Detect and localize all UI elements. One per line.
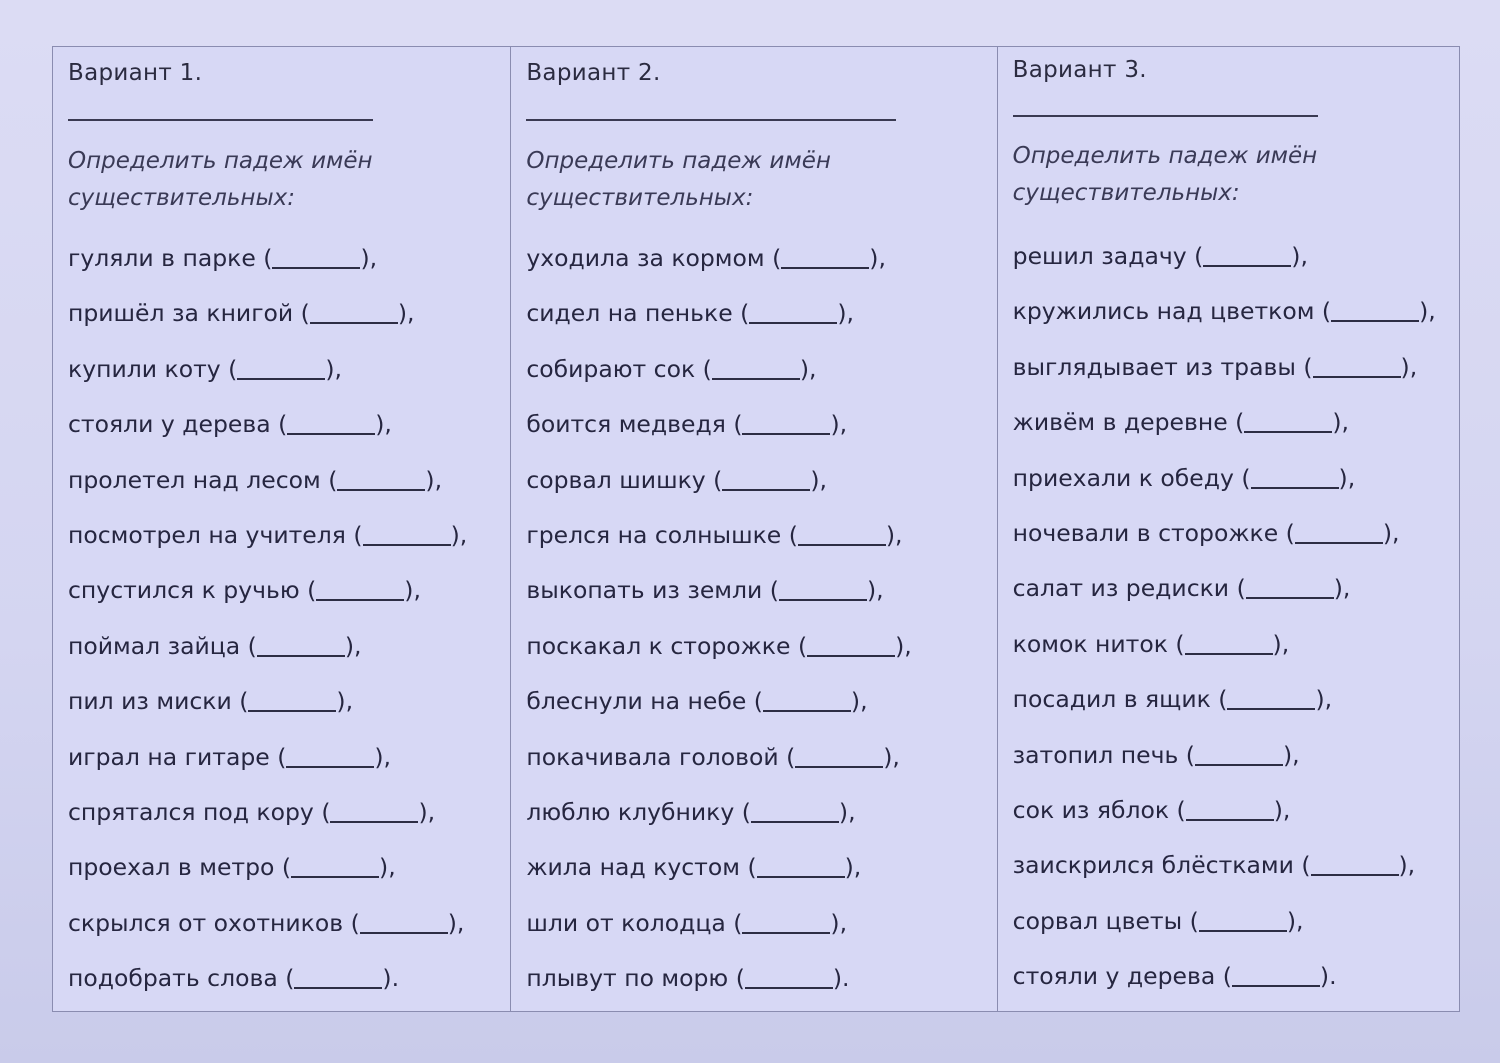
answer-blank[interactable]	[272, 245, 360, 269]
close-paren: ),	[1419, 297, 1436, 326]
task-line-1: Определить падеж имён	[1012, 143, 1318, 169]
answer-blank[interactable]	[722, 467, 810, 491]
exercise-phrase: ночевали в сторожке	[1012, 518, 1279, 547]
exercise-item	[68, 959, 467, 1014]
exercise-phrase: решил задачу	[1012, 242, 1187, 270]
open-paren: (	[1182, 906, 1199, 935]
exercise-item	[1013, 957, 1436, 1012]
open-paren: (	[1167, 629, 1185, 658]
exercise-phrase: купили коту	[68, 354, 221, 383]
task-line-1: Определить падеж имён	[68, 148, 373, 174]
exercise-phrase: посмотрел на учителя	[68, 520, 346, 549]
variant-1-column	[53, 47, 510, 1011]
answer-blank[interactable]	[257, 633, 345, 657]
open-paren: (	[343, 908, 360, 937]
exercise-item	[68, 516, 467, 571]
exercise-list	[68, 239, 467, 1014]
close-paren: ),	[375, 410, 392, 439]
exercise-phrase: поскакал к сторожке	[526, 631, 791, 660]
open-paren: (	[790, 631, 808, 660]
exercise-phrase: проехал в метро	[68, 853, 275, 882]
open-paren: (	[1227, 408, 1245, 437]
open-paren: (	[778, 742, 796, 771]
answer-blank[interactable]	[1186, 797, 1274, 821]
open-paren: (	[299, 576, 317, 605]
open-paren: (	[725, 410, 743, 439]
close-paren: ),	[850, 687, 868, 716]
open-paren: (	[762, 576, 779, 605]
exercise-phrase: жила над кустом	[526, 853, 740, 882]
exercise-phrase: грелся на солнышке	[526, 520, 782, 549]
close-paren: ),	[418, 797, 436, 826]
answer-blank[interactable]	[795, 744, 883, 768]
exercise-phrase: стояли у дерева	[1012, 962, 1216, 991]
exercise-item	[526, 571, 911, 626]
answer-blank[interactable]	[757, 854, 845, 878]
exercise-phrase: спрятался под кору	[68, 797, 314, 826]
exercise-item	[1013, 625, 1436, 680]
open-paren: (	[705, 465, 723, 494]
exercise-phrase: заискрился блёстками	[1012, 851, 1294, 880]
exercise-item	[68, 350, 467, 405]
exercise-item	[68, 848, 467, 903]
exercise-phrase: приехали к обеду	[1012, 463, 1234, 492]
close-paren: ).	[382, 964, 400, 993]
exercise-phrase: плывут по морю	[526, 964, 729, 993]
exercise-item	[68, 793, 467, 848]
answer-blank[interactable]	[1232, 963, 1320, 987]
answer-blank[interactable]	[310, 300, 398, 324]
exercise-phrase: пил из миски	[68, 687, 232, 716]
exercise-item	[1013, 292, 1436, 347]
close-paren: ),	[1382, 518, 1400, 547]
exercise-item	[526, 516, 911, 571]
close-paren: ),	[1332, 408, 1349, 437]
close-paren: ),	[1333, 574, 1351, 603]
open-paren: (	[313, 797, 331, 826]
answer-blank[interactable]	[294, 965, 382, 989]
close-paren: ).	[1319, 962, 1337, 991]
open-paren: (	[728, 964, 745, 993]
answer-blank[interactable]	[291, 854, 379, 878]
close-paren: ),	[844, 853, 862, 882]
exercise-item	[68, 682, 467, 737]
open-paren: (	[1233, 463, 1251, 492]
open-paren: (	[1278, 518, 1295, 547]
close-paren: ),	[1282, 740, 1300, 769]
open-paren: (	[240, 631, 257, 660]
exercise-phrase: салат из редиски	[1012, 574, 1230, 603]
open-paren: (	[764, 244, 782, 272]
close-paren: ),	[866, 576, 884, 605]
exercise-item	[1013, 348, 1436, 403]
answer-blank[interactable]	[316, 577, 404, 601]
variant-title: Вариант 1.	[68, 60, 203, 86]
open-paren: (	[1229, 574, 1246, 603]
exercise-phrase: подобрать слова	[68, 964, 278, 993]
answer-blank[interactable]	[360, 910, 448, 934]
open-paren: (	[1314, 297, 1332, 326]
student-name-line	[1013, 115, 1318, 117]
exercise-item	[1013, 514, 1436, 569]
answer-blank[interactable]	[798, 522, 886, 546]
student-name-line	[526, 119, 896, 121]
close-paren: ),	[1273, 795, 1291, 824]
open-paren: (	[277, 964, 295, 993]
close-paren: ),	[1400, 352, 1418, 381]
exercise-item	[526, 239, 911, 294]
task-instruction	[1013, 138, 1318, 212]
exercise-item	[68, 461, 467, 516]
close-paren: ),	[1286, 906, 1304, 935]
task-line-2: существительных:	[1012, 180, 1240, 206]
exercise-item	[526, 461, 911, 516]
answer-blank[interactable]	[248, 688, 336, 712]
exercise-item	[526, 738, 911, 793]
open-paren: (	[781, 520, 798, 549]
close-paren: ),	[374, 742, 392, 771]
worksheet-table	[52, 46, 1460, 1012]
open-paren: (	[732, 299, 750, 328]
close-paren: ),	[325, 354, 342, 383]
close-paren: ),	[379, 853, 396, 882]
answer-blank[interactable]	[1313, 354, 1401, 378]
answer-blank[interactable]	[363, 522, 451, 546]
exercise-phrase: посадил в ящик	[1012, 685, 1211, 714]
answer-blank[interactable]	[286, 744, 374, 768]
exercise-phrase: собирают сок	[526, 354, 696, 383]
open-paren: (	[255, 244, 273, 272]
exercise-phrase: спустился к ручью	[68, 576, 300, 605]
exercise-item	[526, 682, 911, 737]
answer-blank[interactable]	[745, 965, 833, 989]
open-paren: (	[725, 908, 743, 937]
exercise-phrase: сок из яблок	[1012, 795, 1170, 824]
exercise-item	[68, 627, 467, 682]
open-paren: (	[274, 853, 292, 882]
answer-blank[interactable]	[1195, 742, 1283, 766]
exercise-item	[68, 738, 467, 793]
answer-blank[interactable]	[1251, 465, 1339, 489]
close-paren: ),	[1291, 242, 1308, 270]
close-paren: ),	[1398, 851, 1416, 880]
exercise-item	[526, 793, 911, 848]
variant-title: Вариант 3.	[1012, 57, 1147, 83]
close-paren: ),	[830, 410, 848, 439]
exercise-item	[1013, 791, 1436, 846]
exercise-item	[1013, 736, 1436, 791]
exercise-phrase: скрылся от охотников	[68, 908, 344, 937]
exercise-item	[68, 904, 467, 959]
variant-2-column	[510, 47, 996, 1011]
open-paren: (	[220, 354, 238, 383]
task-line-2: существительных:	[526, 185, 754, 211]
answer-blank[interactable]	[337, 467, 425, 491]
task-instruction	[68, 143, 373, 217]
close-paren: ),	[885, 520, 903, 549]
open-paren: (	[1178, 740, 1195, 769]
exercise-phrase: стояли у дерева	[68, 410, 271, 439]
open-paren: (	[739, 853, 757, 882]
exercise-item	[68, 571, 467, 626]
exercise-phrase: комок ниток	[1012, 629, 1168, 658]
close-paren: ),	[425, 465, 443, 494]
exercise-phrase: сорвал цветы	[1012, 906, 1183, 935]
exercise-item	[68, 294, 467, 349]
open-paren: (	[1169, 795, 1186, 824]
answer-blank[interactable]	[1311, 852, 1399, 876]
answer-blank[interactable]	[1244, 409, 1332, 433]
answer-blank[interactable]	[779, 577, 867, 601]
exercise-item	[1013, 902, 1436, 957]
exercise-item	[1013, 680, 1436, 735]
exercise-item	[526, 294, 911, 349]
open-paren: (	[1295, 352, 1313, 381]
exercise-item	[526, 350, 911, 405]
close-paren: ),	[838, 797, 856, 826]
open-paren: (	[1293, 851, 1311, 880]
close-paren: ),	[1338, 463, 1356, 492]
exercise-phrase: пришёл за книгой	[68, 299, 294, 328]
open-paren: (	[231, 687, 249, 716]
answer-blank[interactable]	[712, 356, 800, 380]
exercise-phrase: сорвал шишку	[526, 465, 706, 494]
exercise-phrase: затопил печь	[1012, 740, 1179, 769]
close-paren: ),	[404, 576, 421, 605]
open-paren: (	[293, 299, 310, 328]
task-line-2: существительных:	[68, 185, 295, 211]
close-paren: ),	[1272, 629, 1290, 658]
exercise-item	[1013, 237, 1436, 292]
close-paren: ),	[837, 299, 854, 328]
exercise-item	[1013, 403, 1436, 458]
exercise-item	[1013, 459, 1436, 514]
answer-blank[interactable]	[330, 799, 418, 823]
open-paren: (	[695, 354, 712, 383]
exercise-item	[526, 848, 911, 903]
exercise-phrase: сидел на пеньке	[526, 299, 733, 328]
answer-blank[interactable]	[763, 688, 851, 712]
exercise-item	[526, 627, 911, 682]
exercise-phrase: поймал зайца	[68, 631, 241, 660]
close-paren: ),	[1315, 685, 1333, 714]
open-paren: (	[270, 410, 288, 439]
exercise-phrase: гуляли в парке	[68, 244, 256, 272]
open-paren: (	[734, 797, 751, 826]
close-paren: ),	[799, 354, 817, 383]
answer-blank[interactable]	[1331, 298, 1419, 322]
close-paren: ).	[832, 964, 850, 993]
close-paren: ),	[397, 299, 415, 328]
answer-blank[interactable]	[742, 910, 830, 934]
exercise-phrase: блеснули на небе	[526, 687, 747, 716]
exercise-phrase: люблю клубнику	[526, 797, 735, 826]
close-paren: ),	[830, 908, 848, 937]
exercise-phrase: выкопать из земли	[526, 576, 763, 605]
exercise-phrase: уходила за кормом	[526, 244, 765, 272]
close-paren: ),	[869, 244, 886, 272]
exercise-phrase: покачивала головой	[526, 742, 779, 771]
answer-blank[interactable]	[1227, 686, 1315, 710]
exercise-item	[526, 405, 911, 460]
answer-blank[interactable]	[287, 411, 375, 435]
task-line-1: Определить падеж имён	[526, 148, 831, 174]
exercise-phrase: кружились над цветком	[1012, 297, 1315, 326]
answer-blank[interactable]	[237, 356, 325, 380]
exercise-phrase: боится медведя	[526, 410, 726, 439]
variant-title: Вариант 2.	[526, 60, 661, 86]
close-paren: ),	[883, 742, 900, 771]
exercise-phrase: живём в деревне	[1012, 408, 1228, 437]
close-paren: ),	[450, 520, 468, 549]
close-paren: ),	[360, 244, 378, 272]
exercise-phrase: шли от колодца	[526, 908, 726, 937]
open-paren: (	[320, 465, 338, 494]
exercise-phrase: пролетел над лесом	[68, 465, 321, 494]
open-paren: (	[269, 742, 287, 771]
open-paren: (	[1215, 962, 1232, 991]
exercise-list	[1013, 237, 1436, 1012]
variant-3-column	[997, 47, 1459, 1011]
answer-blank[interactable]	[742, 411, 830, 435]
answer-blank[interactable]	[1246, 575, 1334, 599]
open-paren: (	[1210, 685, 1228, 714]
exercise-list	[526, 239, 911, 1014]
close-paren: ),	[447, 908, 465, 937]
close-paren: ),	[810, 465, 827, 494]
answer-blank[interactable]	[1203, 243, 1291, 267]
close-paren: ),	[344, 631, 362, 660]
answer-blank[interactable]	[781, 245, 869, 269]
open-paren: (	[345, 520, 363, 549]
student-name-line	[68, 119, 373, 121]
exercise-item	[1013, 846, 1436, 901]
answer-blank[interactable]	[1185, 631, 1273, 655]
open-paren: (	[746, 687, 763, 716]
exercise-phrase: выглядывает из травы	[1012, 352, 1296, 381]
exercise-phrase: играл на гитаре	[68, 742, 270, 771]
exercise-item	[526, 959, 911, 1014]
open-paren: (	[1186, 242, 1204, 270]
answer-blank[interactable]	[751, 799, 839, 823]
answer-blank[interactable]	[1295, 520, 1383, 544]
exercise-item	[1013, 569, 1436, 624]
answer-blank[interactable]	[749, 300, 837, 324]
exercise-item	[68, 405, 467, 460]
close-paren: ),	[336, 687, 354, 716]
exercise-item	[68, 239, 467, 294]
task-instruction	[526, 143, 831, 217]
answer-blank[interactable]	[807, 633, 895, 657]
answer-blank[interactable]	[1199, 908, 1287, 932]
close-paren: ),	[895, 631, 912, 660]
exercise-item	[526, 904, 911, 959]
